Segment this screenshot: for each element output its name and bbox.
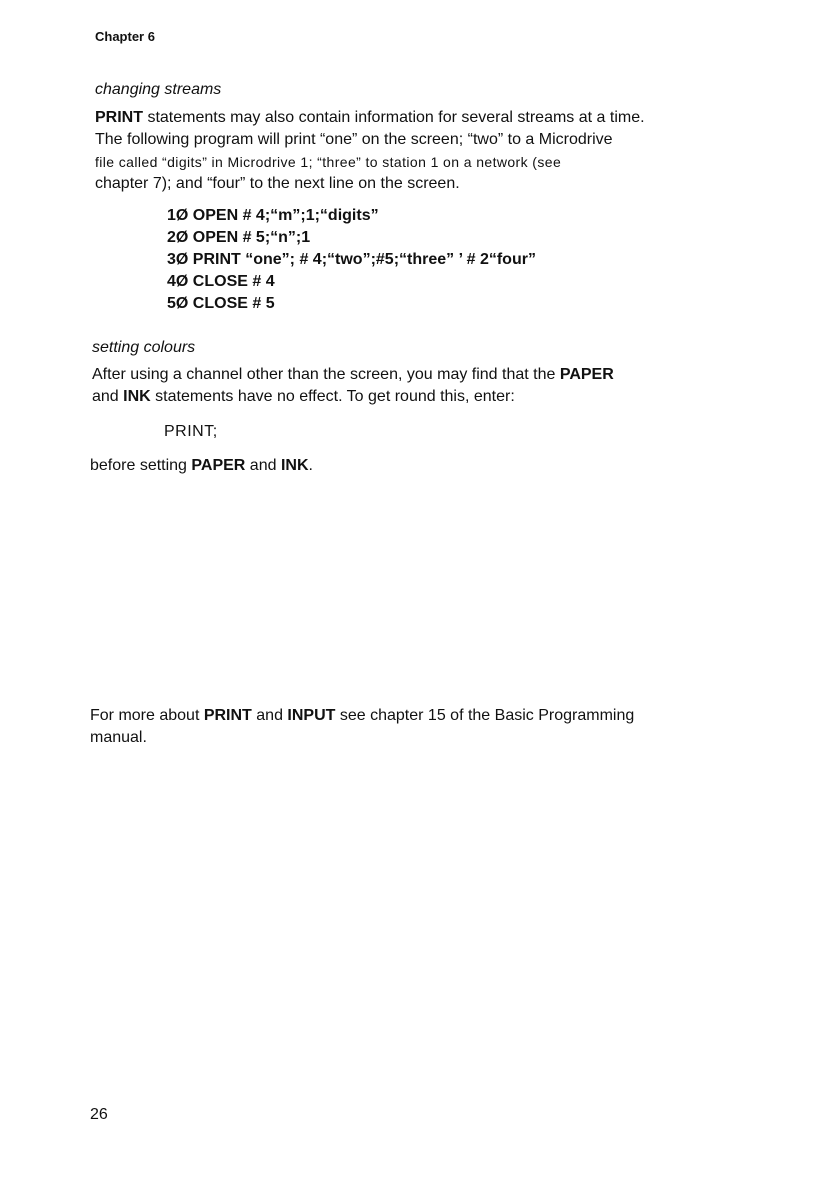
program-line: 5Ø CLOSE # 5 [167,295,275,312]
paragraph-line: chapter 7); and “four” to the next line on the screen. [95,175,460,192]
section-heading-changing-streams: changing streams [95,81,222,98]
paragraph-line: file called “digits” in Microdrive 1; “three” to station 1 on a network (see [95,154,562,170]
paragraph-line: manual. [90,729,147,746]
keyword: INPUT [287,707,336,724]
keyword: PAPER [559,366,614,383]
paragraph-line: PRINT statements may also contain information for several streams at a time. [95,109,645,126]
program-line: 4Ø CLOSE # 4 [167,273,275,290]
chapter-label: Chapter 6 [95,29,155,44]
keyword: INK [123,388,151,405]
keyword: INK [280,457,309,474]
keyword: PAPER [191,457,246,474]
paragraph-line: For more about PRINT and INPUT see chapter 15 of the Basic Programming [90,707,635,724]
page-number: 26 [90,1106,108,1123]
program-line: 1Ø OPEN # 4;“m”;1;“digits” [167,207,379,224]
paragraph-line: and INK statements have no effect. To get round this, enter: [92,388,515,405]
section-heading-setting-colours: setting colours [92,339,196,356]
keyword: PRINT [203,707,252,724]
paragraph-line: After using a channel other than the screen, you may find that the PAPER [92,366,614,383]
paragraph-line: before setting PAPER and INK. [90,457,313,474]
command-line: PRINT; [164,423,218,440]
program-line: 2Ø OPEN # 5;“n”;1 [167,229,311,246]
keyword: PRINT [95,109,143,126]
program-line: 3Ø PRINT “one”; # 4;“two”;#5;“three” ’ # 2“four” [167,251,536,268]
paragraph-line: The following program will print “one” on the screen; “two” to a Microdrive [95,131,613,148]
